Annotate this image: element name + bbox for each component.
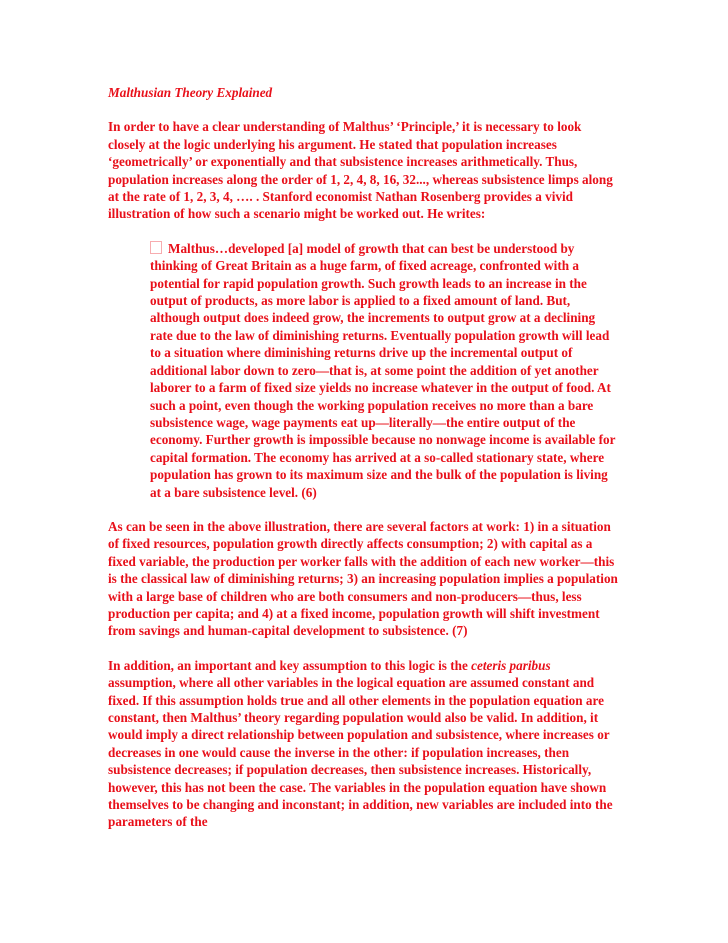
paragraph-assumption-part1: In addition, an important and key assumption to this logic is the [108,657,472,673]
paragraph-assumption-part2: assumption, where all other variables in the logical equation are assumed constant and fixed. If this assumption holds true and all other elements in the population equation are constant, then Malthus’ theory regarding population would also be valid. In addition, it would imply a direct relationship between population and subsistence, where increases or decreases in one would cause the inverse in the other: if population increases, then subsistence decreases; if population decreases, then subsistence increases. Historically, however, this has not been the case. The variables in the population equation have shown themselves to be changing and inconstant; in addition, new variables are included into the parameters of the [108,675,613,830]
quote-marker-icon [150,241,162,254]
ceteris-paribus-term: ceteris paribus [471,657,551,673]
block-quote [150,240,620,501]
paragraph-assumption [108,657,620,831]
document-title: Malthusian Theory Explained [108,85,273,100]
quote-text: Malthus…developed [a] model of growth that can best be understood by thinking of Great Britain as a huge farm, of fixed acreage, confronted with a potential for rapid population growth. Such growth leads to an increase in the output of products, as more labor is applied to a fixed amount of land. But, although output does indeed grow, the increments to output grow at a declining rate due to the law of diminishing returns. Eventually population growth will lead to a situation where diminishing returns drive up the incremental output of additional labor down to zero—that is, at some point the addition of yet another laborer to a farm of fixed size yields no increase whatever in the output of food. At such a point, even though the working population receives no more than a bare subsistence wage, wage payments eat up—literally—the entire output of the economy. Further growth is impossible because no nonwage income is available for capital formation. The economy has arrived at a so-called stationary state, where population has grown to its maximum size and the bulk of the population is living at a bare subsistence level. (6) [150,240,616,500]
paragraph-intro: In order to have a clear understanding of Malthus’ ‘Principle,’ it is necessary to look closely at the logic underlying his argument. He stated that population increases ‘geometrically’ or exponentially and that subsistence increases arithmetically. Thus, population increases along the order of 1, 2, 4, 8, 16, 32..., whereas subsistence limps along at the rate of 1, 2, 3, 4, …. . Stanford economist Nathan Rosenberg provides a vivid illustration of how such a scenario might be worked out. He writes: [108,119,613,222]
paragraph-factors: As can be seen in the above illustration, there are several factors at work: 1) in a situation of fixed resources, population growth directly affects consumption; 2) with capital as a fixed variable, the production per worker falls with the addition of each new worker—this is the classical law of diminishing returns; 3) an increasing population implies a population with a large base of children who are both consumers and non-producers—thus, less production per capita; and 4) at a fixed income, population growth will shift investment from savings and human-capital development to subsistence. (7) [108,518,618,639]
document-page [108,84,620,848]
